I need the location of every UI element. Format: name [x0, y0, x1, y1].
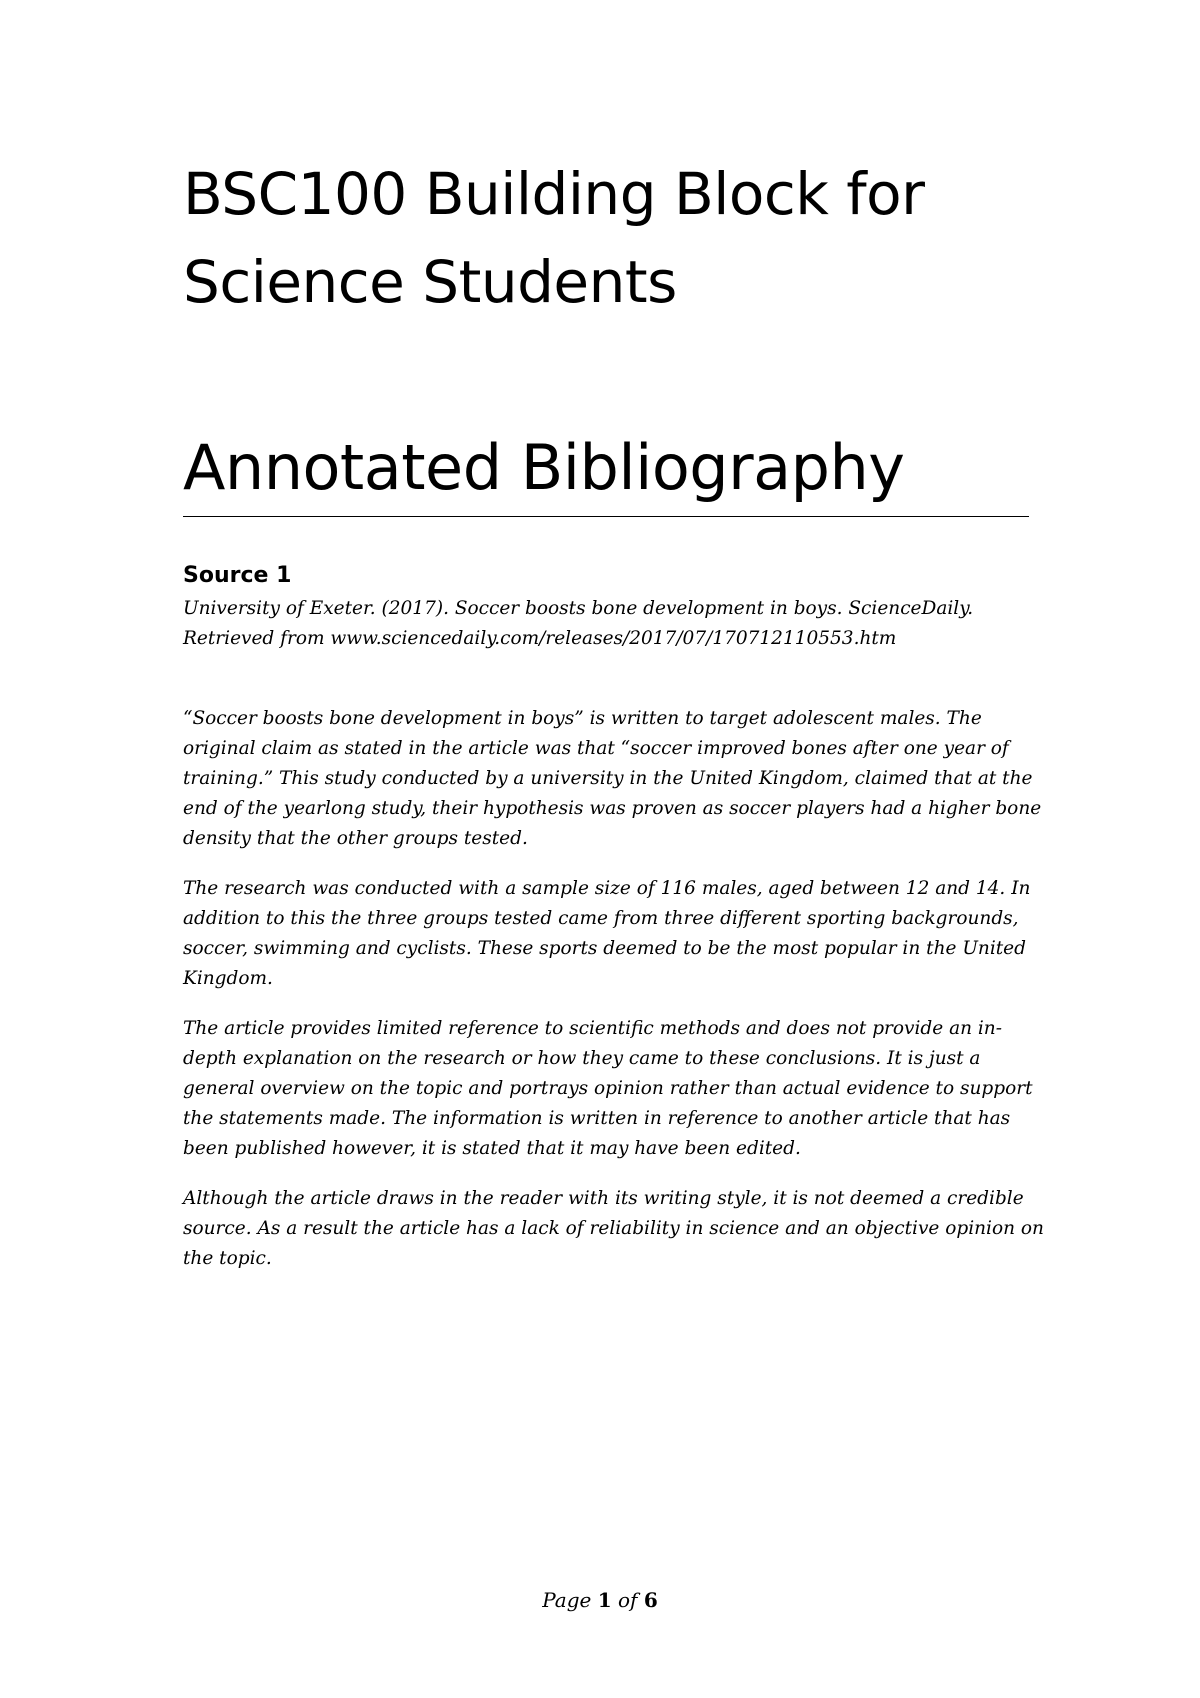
paragraph-line: the statements made. The information is written in reference to another article that has	[183, 1108, 1011, 1129]
document-title-line-1: BSC100 Building Block for	[183, 160, 925, 228]
citation-line-2: Retrieved from www.sciencedaily.com/releases/2017/07/170712110553.htm	[183, 628, 897, 649]
paragraph-line: density that the other groups tested.	[183, 828, 528, 849]
footer-page-word: Page	[542, 1588, 592, 1612]
document-title	[183, 150, 1029, 326]
citation-line-1: University of Exeter. (2017). Soccer boosts bone development in boys. ScienceDaily.	[183, 598, 974, 619]
source-citation	[183, 594, 1029, 654]
annotation-paragraph-1	[183, 704, 1042, 854]
section-title: Annotated Bibliography	[183, 431, 905, 504]
paragraph-line: The research was conducted with a sample size of 116 males, aged between 12 and 14. In	[183, 878, 1031, 899]
footer-total-pages: 6	[643, 1588, 658, 1612]
paragraph-line: training.” This study conducted by a university in the United Kingdom, claimed that at the	[183, 768, 1033, 789]
paragraph-line: source. As a result the article has a lack of reliability in science and an objective opinion on	[183, 1218, 1044, 1239]
paragraph-line: been published however, it is stated that it may have been edited.	[183, 1138, 801, 1159]
footer-of-word: of	[618, 1588, 638, 1612]
title-underline-rule	[183, 516, 1029, 517]
paragraph-line: Although the article draws in the reader with its writing style, it is not deemed a credible	[183, 1188, 1024, 1209]
page-content	[183, 150, 1044, 1274]
annotation-paragraph-3	[183, 1014, 1033, 1164]
paragraph-line: Kingdom.	[183, 968, 273, 989]
page-number-footer	[0, 1588, 1200, 1612]
annotation-paragraph-2	[183, 874, 1029, 994]
paragraph-line: original claim as stated in the article was that “soccer improved bones after one year of	[183, 738, 1009, 759]
paragraph-line: soccer, swimming and cyclists. These sports deemed to be the most popular in the United	[183, 938, 1026, 959]
document-title-line-2: Science Students	[183, 248, 677, 316]
paragraph-line: end of the yearlong study, their hypothesis was proven as soccer players had a higher bone	[183, 798, 1042, 819]
paragraph-line: depth explanation on the research or how they came to these conclusions. It is just a	[183, 1048, 981, 1069]
paragraph-line: addition to this the three groups tested came from three different sporting backgrounds,	[183, 908, 1019, 929]
paragraph-line: general overview on the topic and portrays opinion rather than actual evidence to support	[183, 1078, 1033, 1099]
source-heading: Source 1	[183, 563, 292, 588]
annotation-paragraph-4	[183, 1184, 1044, 1274]
paragraph-line: the topic.	[183, 1248, 272, 1269]
paragraph-line: “Soccer boosts bone development in boys” is written to target adolescent males. The	[183, 708, 982, 729]
paragraph-line: The article provides limited reference to scientific methods and does not provide an in-	[183, 1018, 1002, 1039]
footer-current-page: 1	[597, 1588, 612, 1612]
